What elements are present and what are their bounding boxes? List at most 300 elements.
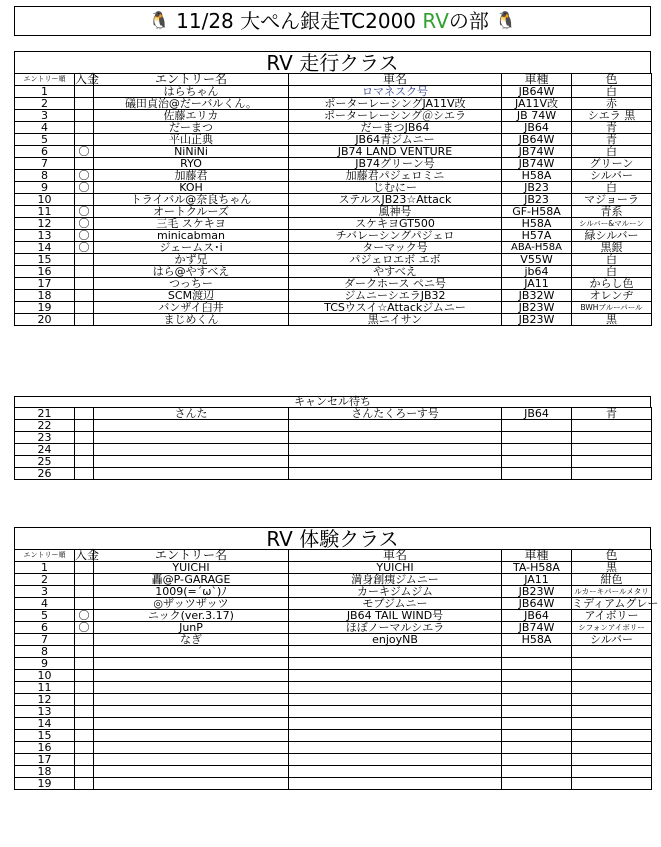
cell-car — [289, 432, 502, 444]
cell-no: 13 — [15, 230, 75, 242]
cell-no: 2 — [15, 574, 75, 586]
cell-car — [289, 778, 502, 790]
table-row — [15, 622, 652, 634]
cell-color — [572, 682, 652, 694]
cell-color: 青 — [572, 122, 652, 134]
table-row — [15, 456, 652, 468]
cell-name: かず兄 — [94, 254, 289, 266]
cell-car: チバレーシングパジェロ — [289, 230, 502, 242]
penguin-icon: 🐧 — [148, 11, 170, 31]
cell-color: からし色 — [572, 278, 652, 290]
cell-name — [94, 778, 289, 790]
table-row — [15, 694, 652, 706]
cell-color — [572, 766, 652, 778]
cell-no: 11 — [15, 682, 75, 694]
cell-no: 26 — [15, 468, 75, 480]
exp-class-table — [14, 548, 659, 790]
cell-paid: 〇 — [75, 170, 94, 182]
cell-car: モブジムニー — [289, 598, 502, 610]
cell-paid — [75, 110, 94, 122]
cell-color: マジョーラ — [572, 194, 652, 206]
cell-no: 15 — [15, 730, 75, 742]
cell-car: 加藤君パジェロミニ — [289, 170, 502, 182]
cell-name — [94, 670, 289, 682]
cell-car: ほぼノーマルシエラ — [289, 622, 502, 634]
cell-car: JB74 LAND VENTURE — [289, 146, 502, 158]
run-class-title: RV 走行クラス — [14, 51, 651, 73]
cell-color: 白 — [572, 266, 652, 278]
cell-paid — [75, 670, 94, 682]
cell-car: ダークホース ペニ号 — [289, 278, 502, 290]
cell-name: KOH — [94, 182, 289, 194]
header-paid: 入金 — [75, 72, 100, 86]
cell-no: 5 — [15, 134, 75, 146]
cell-name: つっちー — [94, 278, 289, 290]
cell-color: 青 — [572, 408, 652, 420]
cell-car — [289, 444, 502, 456]
header-car: 車名 — [289, 74, 502, 86]
header-color: 色 — [572, 550, 652, 562]
cell-type: JA11 — [502, 278, 572, 290]
cell-name: 佐藤エリカ — [94, 110, 289, 122]
cell-color — [572, 420, 652, 432]
cell-no: 22 — [15, 420, 75, 432]
cell-no: 16 — [15, 266, 75, 278]
cell-type — [502, 766, 572, 778]
cell-no: 9 — [15, 658, 75, 670]
cell-name — [94, 754, 289, 766]
cell-car — [289, 742, 502, 754]
table-row — [15, 182, 652, 194]
cell-paid — [75, 408, 94, 420]
table-row — [15, 218, 652, 230]
cell-name: オートクルーズ — [94, 206, 289, 218]
header-row — [15, 74, 652, 86]
cell-car — [289, 420, 502, 432]
cell-paid — [75, 86, 94, 98]
cell-type — [502, 694, 572, 706]
cell-car: ポーターレーシングJA11V改 — [289, 98, 502, 110]
cell-paid: 〇 — [75, 242, 94, 254]
cell-no: 7 — [15, 158, 75, 170]
cell-paid — [75, 98, 94, 110]
cell-car — [289, 694, 502, 706]
cell-name: 三毛 スケキヨ — [94, 218, 289, 230]
cell-paid — [75, 778, 94, 790]
cell-name: minicabman — [94, 230, 289, 242]
cell-car: だーまつJB64 — [289, 122, 502, 134]
cell-name — [94, 766, 289, 778]
cell-color: アイボリー — [572, 610, 652, 622]
cell-name: 轟@P-GARAGE — [94, 574, 289, 586]
cell-paid — [75, 754, 94, 766]
cell-car: カーキジムジム — [289, 586, 502, 598]
table-row — [15, 574, 652, 586]
cell-car: YUICHI — [289, 562, 502, 574]
cell-name: JunP — [94, 622, 289, 634]
cell-color: 赤 — [572, 98, 652, 110]
cell-no: 7 — [15, 634, 75, 646]
cell-paid: 〇 — [75, 610, 94, 622]
cell-color: 黒銀 — [572, 242, 652, 254]
cell-car: JB64 TAIL WIND号 — [289, 610, 502, 622]
cell-car: ロマネスク号 — [289, 86, 502, 98]
cell-name — [94, 658, 289, 670]
cell-car — [289, 706, 502, 718]
cell-no: 25 — [15, 456, 75, 468]
cell-paid — [75, 562, 94, 574]
cell-color — [572, 456, 652, 468]
cell-color: シルバー — [572, 634, 652, 646]
cell-paid — [75, 266, 94, 278]
table-row — [15, 634, 652, 646]
table-row — [15, 230, 652, 242]
cell-car: 黒ニイサン — [289, 314, 502, 326]
header-no: エントリー順 — [15, 550, 75, 562]
cell-paid: 〇 — [75, 206, 94, 218]
cell-type: jb64 — [502, 266, 572, 278]
table-row — [15, 170, 652, 182]
table-row — [15, 134, 652, 146]
cell-type: JB23 — [502, 182, 572, 194]
cell-color: シフォンアイボリー — [572, 622, 652, 634]
cell-no: 10 — [15, 194, 75, 206]
table-row — [15, 122, 652, 134]
header-type: 車種 — [502, 74, 572, 86]
cell-paid — [75, 658, 94, 670]
cell-type: JB23 — [502, 194, 572, 206]
cell-name: バンザイ臼井 — [94, 302, 289, 314]
cell-type: H58A — [502, 218, 572, 230]
table-row — [15, 670, 652, 682]
cell-car: ステルスJB23☆Attack — [289, 194, 502, 206]
cell-no: 4 — [15, 598, 75, 610]
cell-no: 12 — [15, 694, 75, 706]
cell-no: 3 — [15, 586, 75, 598]
cell-type — [502, 754, 572, 766]
cell-name: RYO — [94, 158, 289, 170]
table-row — [15, 586, 652, 598]
cell-color — [572, 742, 652, 754]
table-row — [15, 242, 652, 254]
cell-type: JB64 — [502, 408, 572, 420]
cell-type — [502, 432, 572, 444]
cell-type: JB23W — [502, 586, 572, 598]
cell-paid — [75, 468, 94, 480]
cell-car — [289, 718, 502, 730]
cell-color: 白 — [572, 146, 652, 158]
cell-name: 1009(=´ω`)ﾉ — [94, 586, 289, 598]
cell-no: 12 — [15, 218, 75, 230]
cell-name: だーまつ — [94, 122, 289, 134]
cell-color: 青系 — [572, 206, 652, 218]
cell-car — [289, 658, 502, 670]
cell-color: ミディアムグレー — [572, 597, 659, 610]
table-row — [15, 98, 652, 110]
cell-color: 青 — [572, 134, 652, 146]
cell-no: 4 — [15, 122, 75, 134]
cell-no: 19 — [15, 302, 75, 314]
table-row — [15, 110, 652, 122]
cell-color — [572, 778, 652, 790]
cell-car: さんたくろーす号 — [289, 408, 502, 420]
table-row — [15, 158, 652, 170]
cell-color — [572, 706, 652, 718]
cell-color: 緑シルバー — [572, 230, 652, 242]
cell-no: 13 — [15, 706, 75, 718]
cell-name — [94, 742, 289, 754]
cell-paid — [75, 194, 94, 206]
table-row — [15, 718, 652, 730]
cell-type: JB23W — [502, 302, 572, 314]
cell-name: 平山正典 — [94, 134, 289, 146]
cell-paid — [75, 158, 94, 170]
cell-car: スケキヨGT500 — [289, 218, 502, 230]
cell-no: 24 — [15, 444, 75, 456]
cell-paid — [75, 706, 94, 718]
cell-car: enjoyNB — [289, 634, 502, 646]
cell-type: JB64W — [502, 134, 572, 146]
cell-color — [572, 754, 652, 766]
table-row — [15, 682, 652, 694]
table-row — [15, 598, 652, 610]
table-row — [15, 432, 652, 444]
cell-no: 17 — [15, 754, 75, 766]
cell-type — [502, 706, 572, 718]
cell-type — [502, 718, 572, 730]
cell-color — [572, 694, 652, 706]
cell-car: TCSウスイ☆Attackジムニー — [289, 302, 502, 314]
cell-type: JB32W — [502, 290, 572, 302]
cell-paid — [75, 290, 94, 302]
cell-no: 14 — [15, 718, 75, 730]
cell-paid — [75, 598, 94, 610]
cell-type — [502, 778, 572, 790]
table-row — [15, 278, 652, 290]
cell-color: グリーン — [572, 158, 652, 170]
table-row — [15, 266, 652, 278]
cell-type: JB74W — [502, 622, 572, 634]
cell-no: 14 — [15, 242, 75, 254]
cell-name — [94, 682, 289, 694]
header-name: エントリー名 — [94, 550, 289, 562]
cell-paid — [75, 682, 94, 694]
header-name: エントリー名 — [94, 74, 289, 86]
cell-type — [502, 682, 572, 694]
cell-no: 6 — [15, 146, 75, 158]
cell-car — [289, 766, 502, 778]
cell-type: JB64 — [502, 610, 572, 622]
cell-type: V55W — [502, 254, 572, 266]
cell-car: パジェロエボ エボ — [289, 254, 502, 266]
run-class-table — [14, 73, 652, 326]
cell-car: JB64青ジムニー — [289, 134, 502, 146]
cell-car: ターマック号 — [289, 242, 502, 254]
cell-color: シエラ 黒 — [572, 110, 652, 122]
cell-car: ジムニーシエラJB32 — [289, 290, 502, 302]
cell-type — [502, 456, 572, 468]
cell-name — [94, 444, 289, 456]
cell-no: 23 — [15, 432, 75, 444]
table-row — [15, 290, 652, 302]
cell-type: GF-H58A — [502, 206, 572, 218]
table-row — [15, 408, 652, 420]
cell-color: 黒 — [572, 562, 652, 574]
cell-car: JB74グリーン号 — [289, 158, 502, 170]
table-row — [15, 730, 652, 742]
cell-paid: 〇 — [75, 146, 94, 158]
title-rv: RV — [422, 9, 449, 33]
cell-color: 黒 — [572, 314, 652, 326]
cell-paid — [75, 646, 94, 658]
cell-no: 5 — [15, 610, 75, 622]
header-color: 色 — [572, 74, 652, 86]
cell-color — [572, 670, 652, 682]
exp-class-title: RV 体験クラス — [14, 527, 651, 549]
cell-no: 1 — [15, 86, 75, 98]
header-paid: 入金 — [75, 548, 100, 562]
cell-paid — [75, 444, 94, 456]
cell-type — [502, 646, 572, 658]
cell-no: 9 — [15, 182, 75, 194]
cell-no: 20 — [15, 314, 75, 326]
cell-name: はら@やすべえ — [94, 266, 289, 278]
cell-name — [94, 432, 289, 444]
cell-name: さんた — [94, 408, 289, 420]
cell-paid: 〇 — [75, 218, 94, 230]
table-row — [15, 766, 652, 778]
cell-type: JA11 — [502, 574, 572, 586]
table-row — [15, 420, 652, 432]
cell-car: 風神号 — [289, 206, 502, 218]
cell-car — [289, 682, 502, 694]
cell-paid — [75, 302, 94, 314]
title-text: 11/28 大ぺん銀走TC2000 — [176, 9, 423, 33]
cell-paid — [75, 730, 94, 742]
cell-type: ABA-H58A — [502, 242, 572, 254]
cell-color: ルカーキパールメタリ — [572, 586, 652, 598]
table-row — [15, 206, 652, 218]
cell-name: 礒田貞治@だーバルくん。 — [94, 98, 289, 110]
cell-paid — [75, 134, 94, 146]
waitlist-title: キャンセル待ち — [14, 396, 651, 407]
cell-type: JB74W — [502, 146, 572, 158]
header-row — [15, 550, 652, 562]
table-row — [15, 194, 652, 206]
page-title — [14, 6, 651, 36]
cell-type — [502, 670, 572, 682]
cell-no: 6 — [15, 622, 75, 634]
cell-name — [94, 456, 289, 468]
cell-car: やすべえ — [289, 266, 502, 278]
cell-paid — [75, 574, 94, 586]
table-row — [15, 86, 652, 98]
cell-paid — [75, 420, 94, 432]
cell-paid — [75, 122, 94, 134]
cell-name — [94, 730, 289, 742]
cell-car — [289, 730, 502, 742]
cell-type: JB64 — [502, 122, 572, 134]
table-row — [15, 754, 652, 766]
cell-name: なぎ — [94, 634, 289, 646]
table-row — [15, 314, 652, 326]
cell-paid — [75, 432, 94, 444]
cell-type — [502, 444, 572, 456]
cell-type: JB64W — [502, 598, 572, 610]
cell-car — [289, 468, 502, 480]
cell-paid: 〇 — [75, 230, 94, 242]
cell-type — [502, 468, 572, 480]
table-row — [15, 742, 652, 754]
cell-paid — [75, 254, 94, 266]
title-suffix: の部 — [448, 9, 489, 33]
cell-no: 17 — [15, 278, 75, 290]
cell-paid — [75, 314, 94, 326]
cell-paid — [75, 456, 94, 468]
cell-type — [502, 420, 572, 432]
cell-type: H58A — [502, 170, 572, 182]
cell-no: 8 — [15, 646, 75, 658]
header-type: 車種 — [502, 550, 572, 562]
table-row — [15, 610, 652, 622]
table-row — [15, 254, 652, 266]
table-row — [15, 302, 652, 314]
cell-type: H57A — [502, 230, 572, 242]
cell-name — [94, 468, 289, 480]
table-row — [15, 562, 652, 574]
cell-name — [94, 718, 289, 730]
cell-paid — [75, 694, 94, 706]
cell-color — [572, 658, 652, 670]
cell-car: じむにー — [289, 182, 502, 194]
cell-paid — [75, 718, 94, 730]
cell-color — [572, 468, 652, 480]
cell-paid — [75, 586, 94, 598]
cell-color: 白 — [572, 86, 652, 98]
cell-car: 満身創痍ジムニー — [289, 574, 502, 586]
cell-color: 白 — [572, 254, 652, 266]
cell-color: シルバー — [572, 170, 652, 182]
cell-no: 8 — [15, 170, 75, 182]
cell-type — [502, 658, 572, 670]
cell-car — [289, 646, 502, 658]
cell-name: 加藤君 — [94, 170, 289, 182]
waitlist-table — [14, 407, 652, 480]
cell-color — [572, 432, 652, 444]
cell-name — [94, 646, 289, 658]
cell-no: 19 — [15, 778, 75, 790]
table-row — [15, 706, 652, 718]
cell-name: ニック(ver.3.17) — [94, 610, 289, 622]
cell-color — [572, 730, 652, 742]
cell-name: はらちゃん — [94, 86, 289, 98]
cell-type: JB64W — [502, 86, 572, 98]
cell-color: オレンヂ — [572, 290, 652, 302]
cell-no: 1 — [15, 562, 75, 574]
cell-type: JB23W — [502, 314, 572, 326]
cell-name — [94, 420, 289, 432]
cell-no: 18 — [15, 290, 75, 302]
cell-car — [289, 456, 502, 468]
cell-name: ジェームス･i — [94, 242, 289, 254]
cell-type — [502, 730, 572, 742]
cell-name — [94, 694, 289, 706]
cell-type: H58A — [502, 634, 572, 646]
header-car: 車名 — [289, 550, 502, 562]
cell-no: 2 — [15, 98, 75, 110]
cell-no: 18 — [15, 766, 75, 778]
cell-name: YUICHI — [94, 562, 289, 574]
